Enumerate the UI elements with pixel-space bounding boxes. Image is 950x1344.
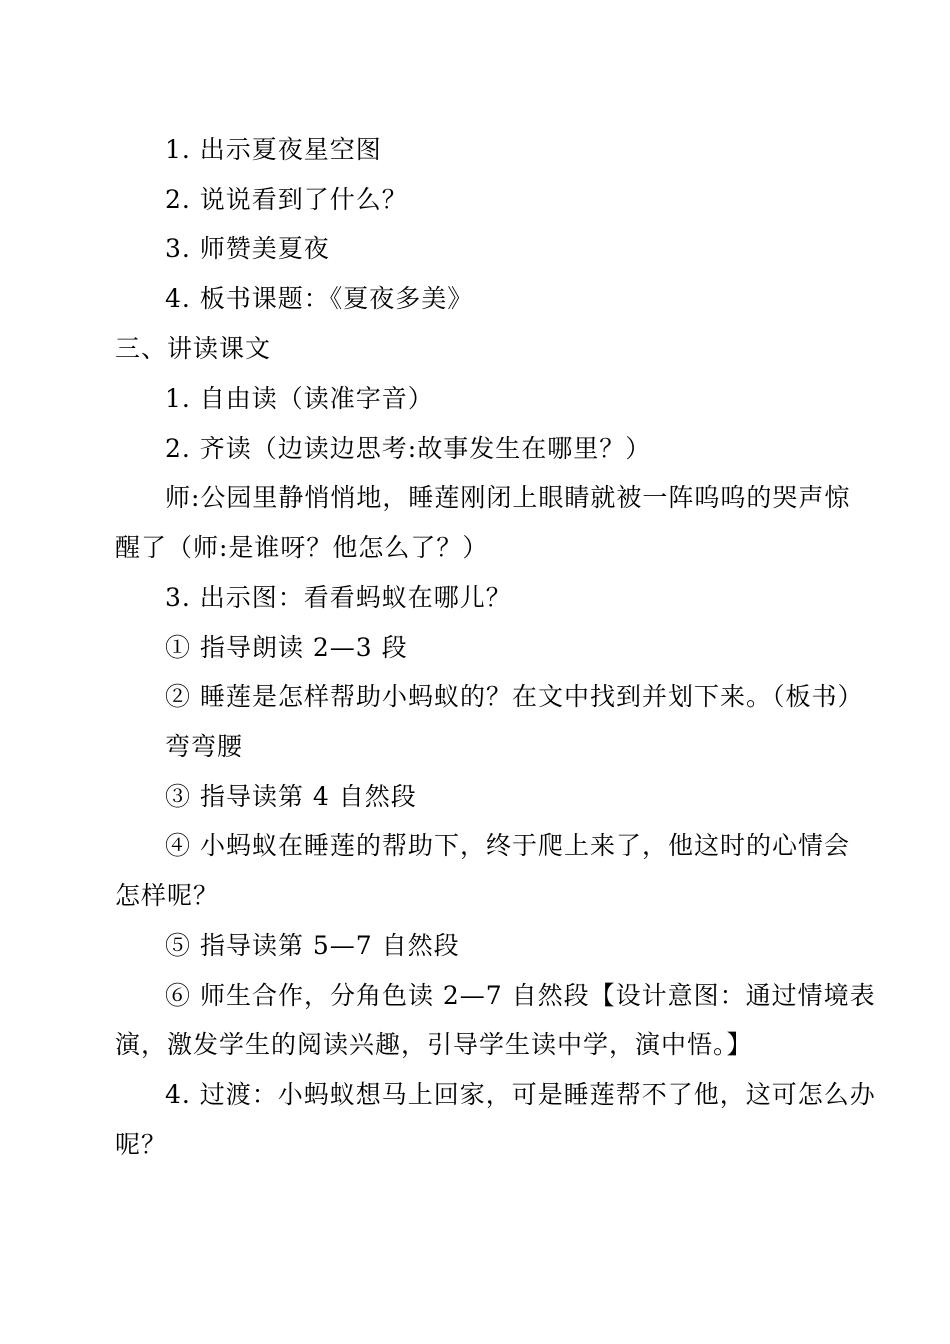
list-item: 4. 板书课题：《夏夜多美》: [165, 284, 474, 313]
list-item: 2. 齐读（边读边思考:故事发生在哪里？）: [165, 434, 652, 463]
list-item: 2. 说说看到了什么？: [165, 185, 408, 214]
list-item: 1. 出示夏夜星空图: [165, 135, 382, 164]
list-item: ④ 小蚂蚁在睡莲的帮助下，终于爬上来了，他这时的心情会: [165, 831, 850, 860]
list-item: ① 指导朗读 2—3 段: [165, 633, 408, 662]
list-item: 3. 师赞美夏夜: [165, 234, 330, 263]
list-item: 1. 自由读（读准字音）: [165, 384, 434, 413]
paragraph-line: 师:公园里静悄悄地，睡莲刚闭上眼睛就被一阵呜呜的哭声惊: [165, 483, 851, 512]
paragraph-line: 怎样呢？: [115, 881, 220, 910]
paragraph-line: 弯弯腰: [165, 732, 244, 761]
list-item: ⑥ 师生合作，分角色读 2—7 自然段【设计意图：通过情境表: [165, 981, 876, 1010]
list-item: 4. 过渡：小蚂蚁想马上回家，可是睡莲帮不了他，这可怎么办: [165, 1080, 876, 1109]
list-item: ⑤ 指导读第 5—7 自然段: [165, 931, 460, 960]
list-item: ② 睡莲是怎样帮助小蚂蚁的？在文中找到并划下来。（板书）: [165, 682, 864, 711]
paragraph-line: 呢？: [115, 1130, 168, 1159]
section-heading: 三、讲读课文: [115, 334, 272, 363]
list-item: 3. 出示图：看看蚂蚁在哪儿？: [165, 583, 512, 612]
paragraph-line: 演，激发学生的阅读兴趣，引导学生读中学，演中悟。】: [115, 1030, 753, 1059]
list-item: ③ 指导读第 4 自然段: [165, 782, 417, 811]
paragraph-line: 醒了（师:是谁呀？他怎么了？）: [115, 533, 489, 562]
